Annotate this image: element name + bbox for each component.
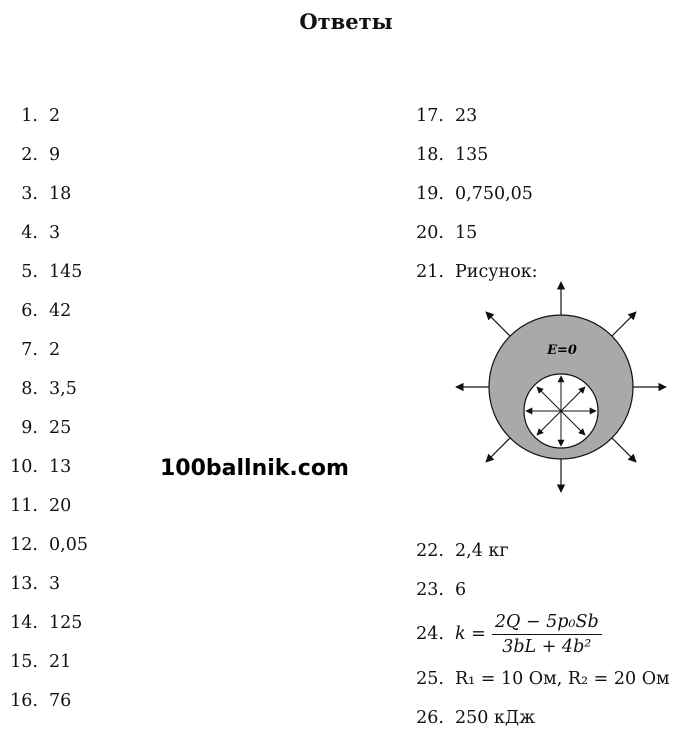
answer-value: 9 bbox=[49, 144, 61, 165]
answer-number: 11. bbox=[10, 495, 38, 516]
answer-number: 19. bbox=[416, 183, 444, 204]
answer-number: 4. bbox=[21, 222, 38, 243]
field-diagram bbox=[452, 278, 670, 496]
answer-value: 135 bbox=[455, 144, 489, 165]
answer-number: 12. bbox=[10, 534, 38, 555]
answer-item bbox=[414, 609, 670, 659]
answer-value: 20 bbox=[49, 495, 72, 516]
answer-value: R₁ = 10 Ом, R₂ = 20 Ом bbox=[455, 668, 670, 689]
answer-value: 2,4 кг bbox=[455, 540, 509, 561]
answer-value: 2 bbox=[49, 339, 61, 360]
arrow-down-left bbox=[486, 438, 510, 462]
field-diagram-svg bbox=[452, 278, 670, 496]
answer-number: 24. bbox=[416, 624, 444, 644]
answer-item bbox=[8, 330, 88, 369]
answer-number: 5. bbox=[21, 261, 38, 282]
field-zero-label: E=0 bbox=[547, 343, 577, 358]
answer-item bbox=[8, 603, 88, 642]
answer-value: 76 bbox=[49, 690, 72, 711]
answer-number: 21. bbox=[416, 261, 444, 282]
formula-fraction bbox=[492, 612, 602, 657]
formula-lhs: k = bbox=[455, 624, 486, 644]
answer-number: 15. bbox=[10, 651, 38, 672]
answer-number: 3. bbox=[21, 183, 38, 204]
answer-item bbox=[414, 135, 670, 174]
answer-value: 3,5 bbox=[49, 378, 77, 399]
formula-numerator: 2Q − 5p₀Sb bbox=[492, 612, 602, 635]
answer-item bbox=[8, 642, 88, 681]
arrow-up-left bbox=[486, 312, 510, 336]
answer-number: 2. bbox=[21, 144, 38, 165]
answer-item bbox=[8, 291, 88, 330]
answer-item bbox=[414, 698, 670, 737]
answer-item bbox=[8, 96, 88, 135]
answer-value: 23 bbox=[455, 105, 478, 126]
answer-value: 3 bbox=[49, 222, 61, 243]
formula-denominator: 3bL + 4b² bbox=[502, 636, 592, 657]
answer-value: 0,750,05 bbox=[455, 183, 533, 204]
arrow-down-right bbox=[612, 438, 636, 462]
answer-value: Рисунок: bbox=[455, 261, 538, 282]
answer-value: 13 bbox=[49, 456, 72, 477]
answer-item bbox=[8, 486, 88, 525]
answer-number: 17. bbox=[416, 105, 444, 126]
answer-number: 25. bbox=[416, 668, 444, 689]
answer-number: 18. bbox=[416, 144, 444, 165]
answer-number: 26. bbox=[416, 707, 444, 728]
answer-number: 7. bbox=[21, 339, 38, 360]
answer-number: 1. bbox=[21, 105, 38, 126]
answer-value: 15 bbox=[455, 222, 478, 243]
answer-item bbox=[8, 174, 88, 213]
answer-item bbox=[414, 174, 670, 213]
answer-number: 13. bbox=[10, 573, 38, 594]
answer-number: 10. bbox=[10, 456, 38, 477]
answer-item bbox=[8, 525, 88, 564]
answer-value: 145 bbox=[49, 261, 83, 282]
answer-number: 9. bbox=[21, 417, 38, 438]
answer-item bbox=[8, 564, 88, 603]
answer-item bbox=[8, 681, 88, 720]
answer-item bbox=[8, 447, 88, 486]
answer-number: 8. bbox=[21, 378, 38, 399]
answer-item bbox=[8, 252, 88, 291]
answer-item bbox=[8, 135, 88, 174]
answer-item bbox=[414, 659, 670, 698]
answer-value: 3 bbox=[49, 573, 61, 594]
answer-value: 6 bbox=[455, 579, 467, 600]
answer-value: 125 bbox=[49, 612, 83, 633]
page-title: Ответы bbox=[299, 9, 393, 34]
answer-number: 16. bbox=[10, 690, 38, 711]
answer-value: 250 кДж bbox=[455, 707, 536, 728]
answer-number: 14. bbox=[10, 612, 38, 633]
answer-number: 23. bbox=[416, 579, 444, 600]
answer-number: 22. bbox=[416, 540, 444, 561]
answer-item bbox=[8, 369, 88, 408]
answer-number: 20. bbox=[416, 222, 444, 243]
answer-value: 18 bbox=[49, 183, 72, 204]
answer-value: 25 bbox=[49, 417, 72, 438]
answer-item bbox=[8, 408, 88, 447]
arrow-up-right bbox=[612, 312, 636, 336]
answer-item bbox=[414, 96, 670, 135]
answer-item bbox=[414, 213, 670, 252]
answers-left-column bbox=[8, 96, 88, 720]
answer-value: 0,05 bbox=[49, 534, 88, 555]
answer-value: 21 bbox=[49, 651, 72, 672]
answer-item bbox=[414, 531, 670, 570]
answer-value: 42 bbox=[49, 300, 72, 321]
watermark: 100ballnik.com bbox=[160, 456, 349, 481]
answer-item bbox=[8, 213, 88, 252]
answer-item bbox=[414, 570, 670, 609]
answer-number: 6. bbox=[21, 300, 38, 321]
answer-value: 2 bbox=[49, 105, 61, 126]
